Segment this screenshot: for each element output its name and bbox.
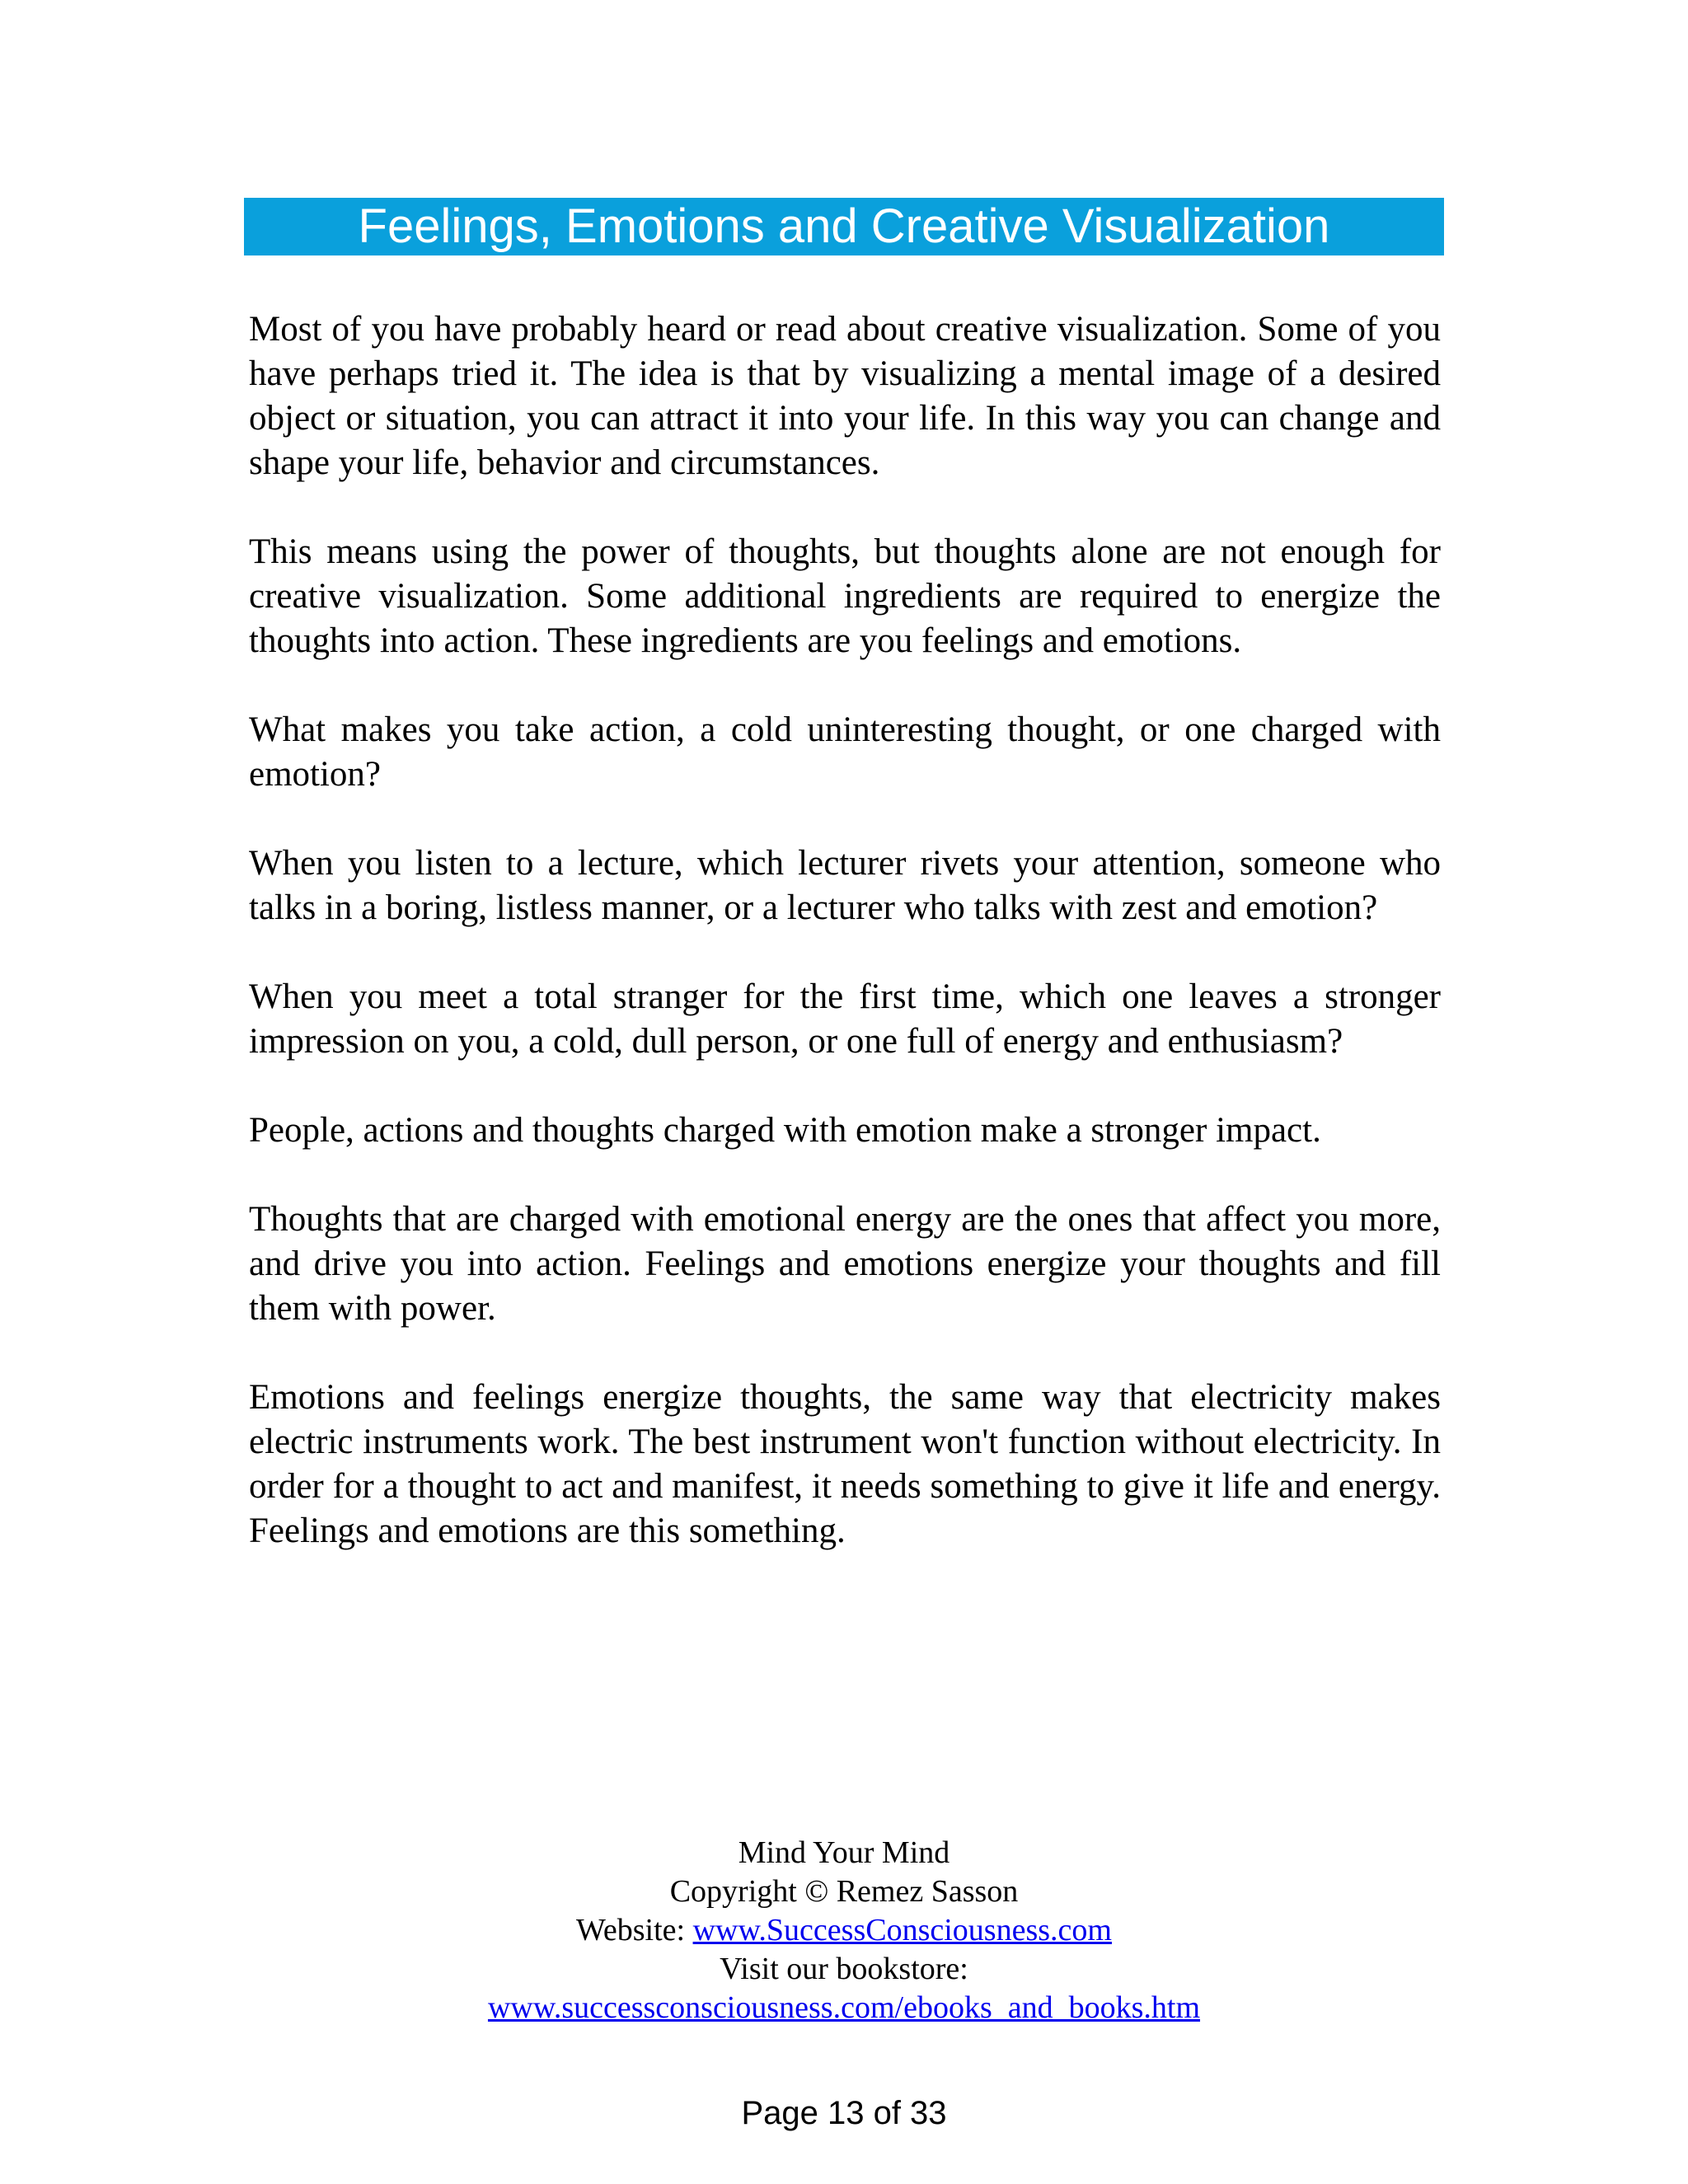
footer-bookstore-line <box>0 1989 1688 2027</box>
footer-copyright: Copyright © Remez Sasson <box>669 1874 1019 1909</box>
section-heading-bar <box>244 198 1444 255</box>
paragraph: When you meet a total stranger for the first time, which one leaves a stronger impression on you, a cold, dull person, or one full of energy and enthusiasm? <box>249 977 1441 1061</box>
section-heading: Feelings, Emotions and Creative Visualization <box>358 199 1330 253</box>
paragraph: Emotions and feelings energize thoughts, the same way that electricity makes electric instruments work. The best instrument won't function without electricity. In order for a thought to act and manifest, it needs something to give it life and energy. Feelings and emotions are this something. <box>249 1378 1441 1550</box>
website-link[interactable]: www.SuccessConsciousness.com <box>692 1913 1112 1947</box>
page-number: Page 13 of 33 <box>741 2095 947 2131</box>
footer-book-title: Mind Your Mind <box>738 1835 950 1870</box>
footer-website-label: Website: <box>576 1913 693 1947</box>
footer-website-line <box>0 1911 1688 1950</box>
paragraph: This means using the power of thoughts, but thoughts alone are not enough for creative visualization. Some additional ingredients are required to energize the thoughts into action. These ingredients are you feelings and emotions. <box>249 532 1441 660</box>
paragraph: When you listen to a lecture, which lecturer rivets your attention, someone who talks in a boring, listless manner, or a lecturer who talks with zest and emotion? <box>249 844 1441 927</box>
footer-bookstore-label: Visit our bookstore: <box>720 1952 968 1986</box>
bookstore-link[interactable]: www.successconsciousness.com/ebooks_and_books.htm <box>487 1990 1201 2025</box>
body-text <box>249 307 1441 1598</box>
paragraph: Thoughts that are charged with emotional energy are the ones that affect you more, and drive you into action. Feelings and emotions energize your thoughts and fill them with power. <box>249 1200 1441 1328</box>
footer <box>0 1834 1688 2027</box>
paragraph: People, actions and thoughts charged with emotion make a stronger impact. <box>249 1111 1321 1150</box>
paragraph: Most of you have probably heard or read about creative visualization. Some of you have perhaps tried it. The idea is that by visualizing a mental image of a desired object or situation, you can attract it into your life. In this way you can change and shape your life, behavior and circumstances. <box>249 310 1441 482</box>
paragraph: What makes you take action, a cold uninteresting thought, or one charged with emotion? <box>249 710 1441 794</box>
